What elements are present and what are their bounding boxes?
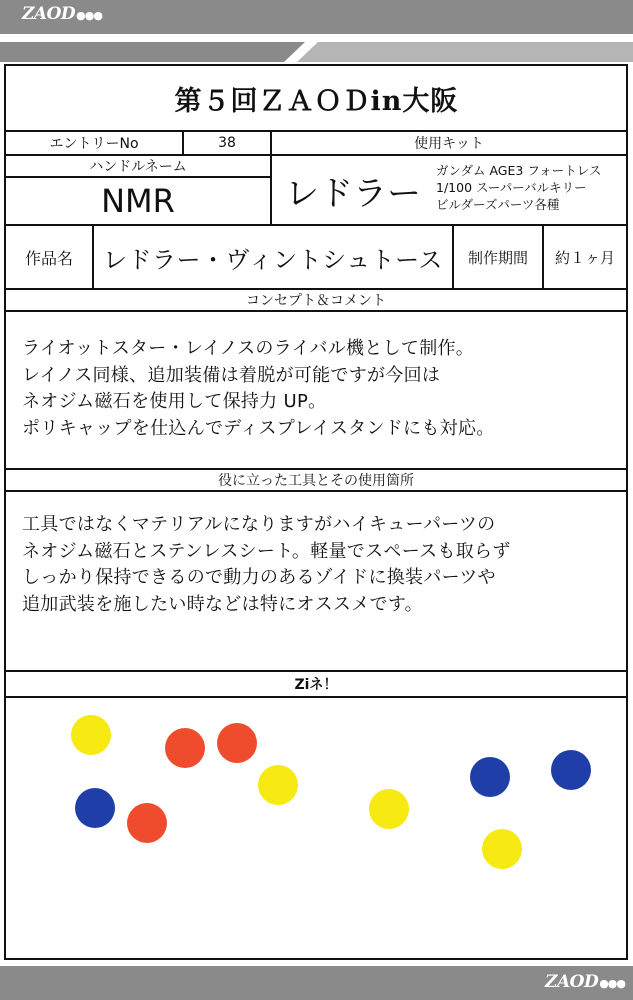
concept-line: レイノス同様、追加装備は着脱が可能ですが今回は [22,364,441,386]
tools-text [22,512,622,652]
zaod-logo: ZAOD●●● [545,972,625,992]
work-name-value: レドラー・ヴィントシュトース [103,245,443,274]
kit-list [436,162,626,222]
divider [4,490,628,492]
red-sticker-dot [127,803,167,843]
kit-item: ガンダム AGE3 フォートレス [436,163,602,178]
concept-line: ライオットスター・レイノスのライバル機として制作。 [22,338,475,359]
divider [4,696,628,698]
zine-label: Ziネ！ [294,677,338,693]
blue-sticker-dot [470,757,510,797]
handle-name-value: NMR [101,182,175,220]
concept-line: ポリキャップを仕込んでディスプレイスタンドにも対応。 [22,417,495,439]
divider [4,310,628,312]
tools-line: 工具ではなくマテリアルになりますがハイキューパーツの [22,514,496,535]
concept-label: コンセプト＆コメント [246,293,386,309]
red-sticker-dot [217,723,257,763]
yellow-sticker-dot [482,829,522,869]
period-value: 約１ヶ月 [554,248,615,267]
yellow-sticker-dot [369,789,409,829]
concept-line: ネオジム磁石を使用して保持力 UP。 [22,391,327,412]
header-stripe [0,40,633,64]
zaod-logo: ZAOD●●● [22,4,102,24]
entry-no-value: 38 [218,135,236,151]
footer-bar [0,966,633,1000]
tools-line: ネオジム磁石とステンレスシート。軽量でスペースも取らず [22,540,511,562]
handle-name-label: ハンドルネーム [89,159,187,175]
period-label: 制作期間 [467,248,528,267]
model-name: レドラー [285,173,421,214]
yellow-sticker-dot [71,715,111,755]
work-name-label: 作品名 [24,248,73,268]
kit-item: 1/100 スーパーバルキリー [436,180,587,195]
event-title: 第５回ＺＡＯＤin大阪 [174,85,459,117]
tools-line: 追加武装を施したい時などは特にオススメです。 [22,593,423,615]
blue-sticker-dot [75,788,115,828]
header-bar [0,0,633,34]
blue-sticker-dot [551,750,591,790]
red-sticker-dot [165,728,205,768]
yellow-sticker-dot [258,765,298,805]
concept-text [22,336,622,466]
entry-no-label: エントリーNo [49,136,139,152]
tools-line: しっかり保持できるので動力のあるゾイドに換装パーツや [22,567,496,588]
tools-label: 役に立った工具とその使用箇所 [218,473,414,489]
kit-label: 使用キット [414,136,484,152]
kit-item: ビルダーズパーツ各種 [436,197,560,212]
